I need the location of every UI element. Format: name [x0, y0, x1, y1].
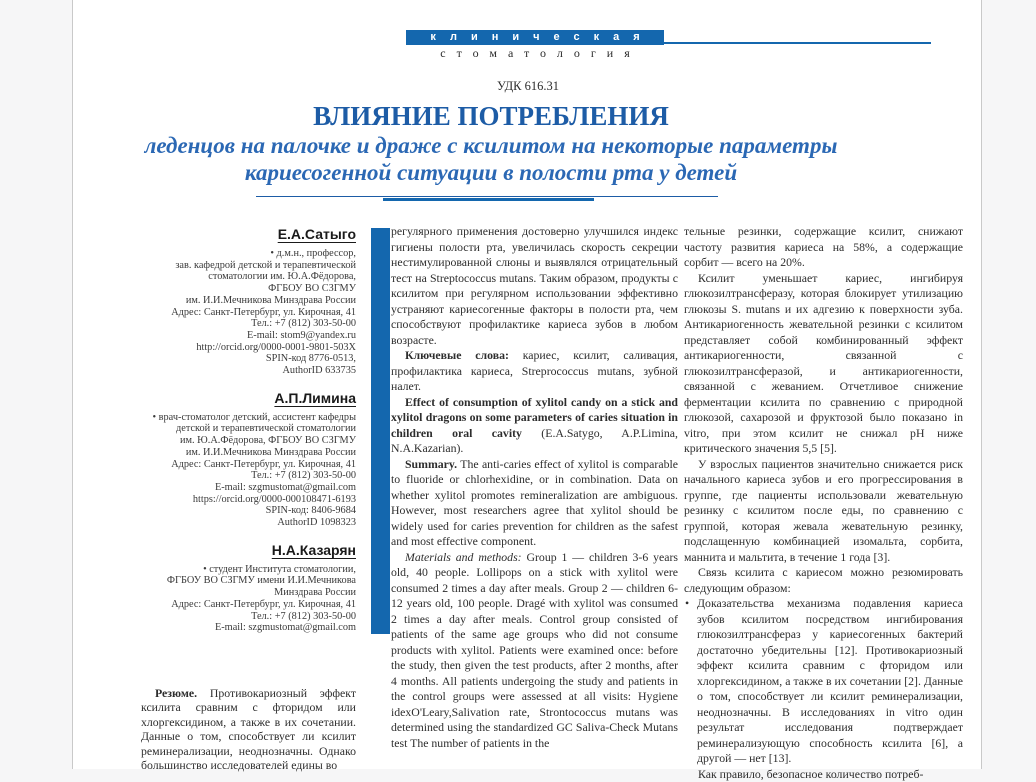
author-info-line: Минздрава России — [141, 587, 356, 599]
author-info-line: • врач-стоматолог детский, ассистент кафедры — [141, 412, 356, 424]
author-info-line: Тел.: +7 (812) 303-50-00 — [141, 470, 356, 482]
paragraph-lead: Ключевые слова: — [405, 348, 509, 362]
author-info-line: Адрес: Санкт-Петербург, ул. Кирочная, 41 — [141, 599, 356, 611]
author-block — [141, 226, 356, 377]
author-info-line: им. И.И.Мечникова Минздрава России — [141, 295, 356, 307]
bullet-icon: • — [685, 596, 689, 612]
body-paragraph: Ксилит уменьшает кариес, ингибируя глюкозилтрансферазу, которая блокирует утилизацию глюкозы S. mutans и их адгезию к поверхности зуба. Антикариогенность жевательной резинки с ксилитом представляет собой комбинированный эффект антикариогенности, связанной с глюкозилтрансферазой, и антикариогенности, связанной с жеванием. Отчетливое снижение ферментации ксилита по сравнению с природной глюкозой, сахарозой и фруктозой было показано in vitro, при этом ксилит не снижал pH ниже критического значения 5,5 [5]. — [684, 271, 963, 457]
author-info-line: им. Ю.А.Фёдорова, ФГБОУ ВО СЗГМУ — [141, 435, 356, 447]
journal-series-bar — [406, 30, 664, 45]
author-info-line: им. И.И.Мечникова Минздрава России — [141, 447, 356, 459]
text-column-middle — [391, 224, 678, 751]
author-info-line: AuthorID 633735 — [141, 365, 356, 377]
author-block — [141, 390, 356, 529]
article-title-main: ВЛИЯНИЕ ПОТРЕБЛЕНИЯ — [141, 100, 841, 132]
body-paragraph: Summary. The anti-caries effect of xylitol is comparable to fluoride or chlorhexidine, or in combination. Data on whether xylitol promotes remineralization are ambiguous. However, most researchers agree that xylitol should be widely used for caries prevention for children as the safest and most effective component. — [391, 457, 678, 550]
authors-column — [141, 226, 356, 647]
author-info-line: Адрес: Санкт-Петербург, ул. Кирочная, 41 — [141, 307, 356, 319]
author-info-line: E-mail: stom9@yandex.ru — [141, 330, 356, 342]
body-paragraph: тельные резинки, содержащие ксилит, снижают частоту развития кариеса на 58%, а содержащие сорбит — всего на 20%. — [684, 224, 963, 271]
author-info-line: зав. кафедрой детской и терапевтической — [141, 260, 356, 272]
author-info-line: детской и терапевтической стоматологии — [141, 423, 356, 435]
author-info-line: ФГБОУ ВО СЗГМУ имени И.И.Мечникова — [141, 575, 356, 587]
accent-vertical-bar — [371, 228, 390, 634]
udc-label: УДК 616.31 — [73, 79, 983, 94]
author-info-line: Тел.: +7 (812) 303-50-00 — [141, 611, 356, 623]
author-info-line: ФГБОУ ВО СЗГМУ — [141, 283, 356, 295]
author-name: А.П.Лимина — [141, 390, 356, 406]
article-title-sub-1: леденцов на палочке и драже с ксилитом на некоторые параметры — [141, 132, 841, 159]
author-name: Н.А.Казарян — [141, 542, 356, 558]
author-info-line: стоматологии им. Ю.А.Фёдорова, — [141, 271, 356, 283]
text-column-right — [684, 224, 963, 782]
abstract-lead: Резюме. — [155, 686, 197, 700]
author-info-line: AuthorID 1098323 — [141, 517, 356, 529]
body-paragraph: У взрослых пациентов значительно снижается риск начального кариеса зубов и его прогрессирования в группе, где пациенты использовали жевательную резинку с ксилитом после еды, по сравнению с группой, которая жевала жевательную резинку, подслащенную комбинацией изомальта, сорбита, маннита и мальтита, в течение 1 года [3]. — [684, 457, 963, 566]
body-paragraph: Как правило, безопасное количество потреб- — [684, 767, 963, 782]
author-name: Е.А.Сатыго — [141, 226, 356, 242]
author-info-line: SPIN-код 8776-0513, — [141, 353, 356, 365]
journal-series-title: клиническая — [430, 31, 653, 43]
author-info-line: Адрес: Санкт-Петербург, ул. Кирочная, 41 — [141, 459, 356, 471]
abstract-text: Противокариозный эффект ксилита сравним с фторидом или хлоргексидином, а также в их сочетании. Данные о том, способствует ли ксилит реминерализации, неоднозначны. Однако большинство исследователей едины во — [141, 686, 356, 772]
author-info-line: Тел.: +7 (812) 303-50-00 — [141, 318, 356, 330]
author-block — [141, 542, 356, 634]
author-info-line: E-mail: szgmustomat@gmail.com — [141, 622, 356, 634]
journal-subtitle: стоматология — [396, 46, 674, 61]
body-paragraph: регулярного применения достоверно улучшился индекс гигиены полости рта, увеличилась скорость секреции нестимулированной слюны и выявлялся отрицательный тест на Streptococcus mutans. Таким образом, продукты с ксилитом при регулярном использовании эффективно устраняют кариесогенные факторы в полости рта, чем способствуют профилактике кариеса зубов в любом возрасте. — [391, 224, 678, 348]
body-paragraph: Связь ксилита с кариесом можно резюмировать следующим образом: — [684, 565, 963, 596]
author-info-line: https://orcid.org/0000-000108471-6193 — [141, 494, 356, 506]
body-paragraph: Ключевые слова: кариес, ксилит, саливация, профилактика кариеса, Streprococcus mutans, зубной налет. — [391, 348, 678, 395]
paragraph-lead: Effect of consumption of xylitol candy on a stick and xylitol dragons on some parameters of caries situation in children oral cavity — [391, 395, 678, 440]
abstract-paragraph — [141, 686, 356, 772]
author-info-line: http://orcid.org/0000-0001-9801-503X — [141, 342, 356, 354]
article-title-sub-2: кариесогенной ситуации в полости рта у детей — [141, 159, 841, 186]
paragraph-lead: Summary. — [405, 457, 457, 471]
author-info-line: SPIN-код: 8406-9684 — [141, 505, 356, 517]
series-rule — [664, 42, 931, 44]
article-title-block — [141, 100, 841, 186]
title-divider-thick — [383, 198, 594, 201]
body-paragraph: Effect of consumption of xylitol candy on a stick and xylitol dragons on some parameters of caries situation in children oral cavity (E.A.Satygo, A.P.Limina, N.A.Kazarian). — [391, 395, 678, 457]
author-info-line: • студент Института стоматологии, — [141, 564, 356, 576]
title-divider-thin — [256, 196, 718, 197]
author-info-line: • д.м.н., профессор, — [141, 248, 356, 260]
paragraph-lead: Materials and methods: — [405, 550, 522, 564]
author-info-line: E-mail: szgmustomat@gmail.com — [141, 482, 356, 494]
body-paragraph: • Доказательства механизма подавления кариеса зубов ксилитом посредством ингибирования глюкозилтрансфераз у кариесогенных бактерий достаточно убедительны [12]. Противокариозный эффект ксилита сравним с фторидом или хлоргексидином, а также в их сочетании [2]. Данные о том, способствует ли ксилит реминерализации, неоднозначны. В исследованиях in vitro один результат исследования подтверждает реминерализующую способность ксилита [6], а другой — нет [13]. — [684, 596, 963, 767]
body-paragraph: Materials and methods: Group 1 — children 3-6 years old, 40 people. Lollipops on a stick with xylitol were consumed 2 times a day after meals. Group 2 — children 6-12 years old, 100 people. Dragé with xylitol was consumed 2 times a day after meals. Control group consisted of patients of the same age groups who did not consume products with xylitol. Patients were examined once: before the study, then given the test products, after 2 months, after 4 months. All patients undergoing the study and patients in the control groups were assessed at all visits: Hygiene idexO'Leary,Salivation rate, Strontococcus mutans was determined using the standardized GC Saliva-Check Mutans test The number of patients in the — [391, 550, 678, 752]
journal-page — [72, 0, 982, 769]
